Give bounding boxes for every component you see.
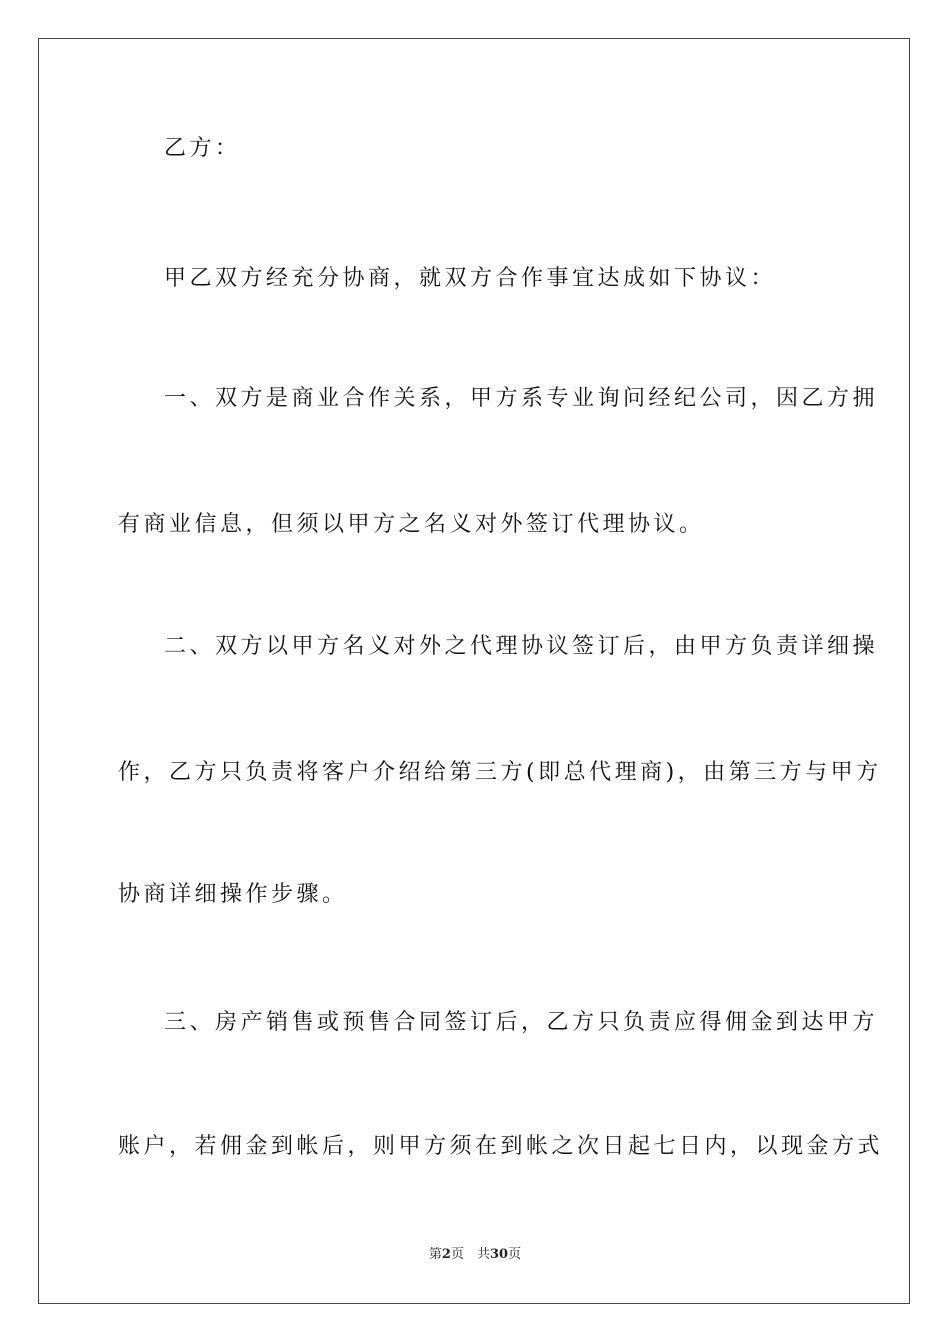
clause-2-line-1: 二、双方以甲方名义对外之代理协议签订后，由甲方负责详细操	[164, 634, 879, 659]
footer-mid: 页 共	[450, 1247, 490, 1262]
clause-3-line-1: 三、房产销售或预售合同签订后，乙方只负责应得佣金到达甲方	[164, 1010, 879, 1035]
page-border	[38, 38, 910, 1304]
clause-1-line-2: 有商业信息，但须以甲方之名义对外签订代理协议。	[118, 512, 705, 537]
clause-3-line-2: 账户，若佣金到帐后，则甲方须在到帐之次日起七日内，以现金方式	[118, 1134, 884, 1159]
clause-2-line-2: 作，乙方只负责将客户介绍给第三方(即总代理商)，由第三方与甲方	[118, 760, 882, 785]
intro-paragraph: 甲乙双方经充分协商，就双方合作事宜达成如下协议：	[164, 266, 777, 291]
footer-prefix: 第	[428, 1247, 442, 1262]
footer-total-pages: 30	[489, 1247, 509, 1262]
page-footer	[0, 1246, 950, 1264]
clause-1-line-1: 一、双方是商业合作关系，甲方系专业询问经纪公司，因乙方拥	[164, 386, 879, 411]
party-b-label: 乙方：	[164, 136, 241, 161]
clause-2-line-3: 协商详细操作步骤。	[118, 882, 348, 907]
footer-page-number: 2	[441, 1247, 451, 1262]
footer-suffix: 页	[508, 1247, 522, 1262]
